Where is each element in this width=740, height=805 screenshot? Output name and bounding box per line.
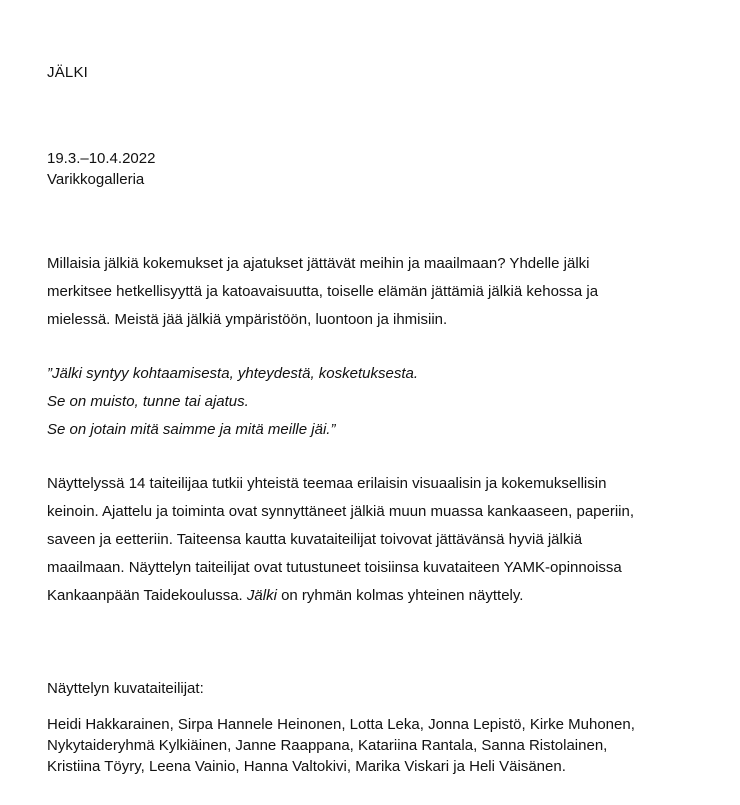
description-line: maailmaan. Näyttelyn taiteilijat ovat tutustuneet toisiinsa kuvataiteen YAMK-opinnoissa xyxy=(47,559,622,576)
exhibition-dates: 19.3.–10.4.2022 xyxy=(47,150,156,167)
description-line: keinoin. Ajattelu ja toiminta ovat synnyttäneet jälkiä muun muassa kankaaseen, paperiin, xyxy=(47,503,635,520)
quote-line: ”Jälki syntyy kohtaamisesta, yhteydestä, kosketuksesta. xyxy=(47,365,418,382)
description-line: saveen ja eetteriin. Taiteensa kautta kuvataiteilijat toivovat jättävänsä hyviä jälkiä xyxy=(47,531,583,548)
description-last-text-end: on ryhmän kolmas yhteinen näyttely. xyxy=(276,587,524,604)
exhibition-meta xyxy=(47,148,155,190)
artists-line: Heidi Hakkarainen, Sirpa Hannele Heinonen, Lotta Leka, Jonna Lepistö, Kirke Muhonen, xyxy=(47,716,635,733)
quote-line: Se on jotain mitä saimme ja mitä meille jäi.” xyxy=(47,421,336,438)
intro-paragraph xyxy=(47,250,717,334)
description-last-text: Kankaanpään Taidekoulussa. xyxy=(47,587,247,604)
exhibition-title: JÄLKI xyxy=(47,64,89,81)
description-last-line xyxy=(47,582,717,610)
artists-line: Nykytaideryhmä Kylkiäinen, Janne Raappana, Katariina Rantala, Sanna Ristolainen, xyxy=(47,737,608,754)
artists-list xyxy=(47,714,717,777)
intro-line: mielessä. Meistä jää jälkiä ympäristöön, luontoon ja ihmisiin. xyxy=(47,311,448,328)
quote-paragraph xyxy=(47,360,717,444)
intro-line: merkitsee hetkellisyyttä ja katoavaisuutta, toiselle elämän jättämiä jälkiä kehossa ja xyxy=(47,283,599,300)
description-line: Näyttelyssä 14 taiteilijaa tutkii yhteistä teemaa erilaisin visuaalisin ja kokemuksellisin xyxy=(47,475,607,492)
artists-line: Kristiina Töyry, Leena Vainio, Hanna Valtokivi, Marika Viskari ja Heli Väisänen. xyxy=(47,758,566,775)
intro-line: Millaisia jälkiä kokemukset ja ajatukset jättävät meihin ja maailmaan? Yhdelle jälki xyxy=(47,255,590,272)
exhibition-venue: Varikkogalleria xyxy=(47,171,145,188)
artists-heading: Näyttelyn kuvataiteilijat: xyxy=(47,680,204,697)
quote-line: Se on muisto, tunne tai ajatus. xyxy=(47,393,249,410)
description-paragraph xyxy=(47,470,717,610)
exhibition-title-italic: Jälki xyxy=(246,587,277,604)
